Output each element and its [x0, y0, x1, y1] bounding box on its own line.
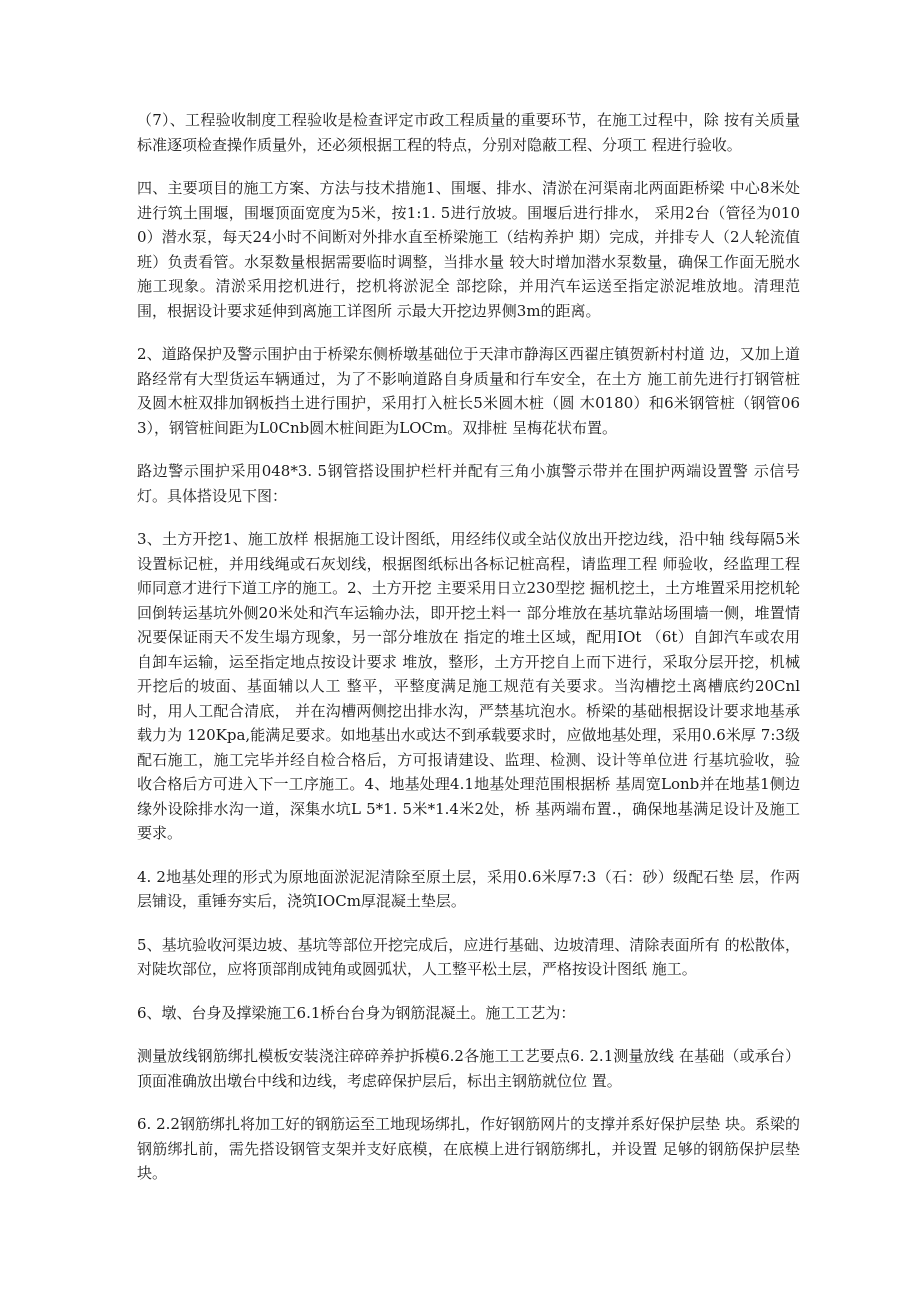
paragraph-acceptance-system: （7）、工程验收制度工程验收是检查评定市政工程质量的重要环节，在施工过程中，除 按有关质量标准逐项检查操作质量外，还必须根据工程的特点，分别对隐蔽工程、分项工 程进行验收。: [137, 111, 800, 154]
paragraph-pier-construction: 6、墩、台身及撑梁施工6.1桥台台身为钢筋混凝土。施工工艺为：: [137, 1003, 576, 1022]
paragraph-pit-acceptance: 5、基坑验收河渠边坡、基坑等部位开挖完成后，应进行基础、边坡清理、清除表面所有 的松散体，对陡坎部位，应将顶部削成钝角或圆弧状，人工整平松土层，严格按设计图纸 施工。: [137, 935, 800, 978]
paragraph-road-protection: 2、道路保护及警示围护由于桥梁东侧桥墩基础位于天津市静海区西翟庄镇贺新村村道 边，又加上道路经常有大型货运车辆通过，为了不影响道路自身质量和行车安全，在土方 施工前先进行打钢管桩及圆木桩双排加钢板挡土进行围护，采用打入桩长5米圆木桩（圆 木0180）和6米钢管桩（钢管063），钢管桩间距为L0Cnb圆木桩间距为LOCm。双排桩 呈梅花状布置。: [137, 345, 800, 437]
paragraph-foundation-form: 4. 2地基处理的形式为原地面淤泥泥清除至原土层，采用0.6米厚7:3（石：砂）级配石垫 层，作两层铺设，重锤夯实后，浇筑IOCm厚混凝土垫层。: [137, 867, 800, 910]
paragraph-survey-layout: 测量放线钢筋绑扎模板安装浇注碎碎养护拆模6.2各施工工艺要点6. 2.1测量放线 在基础（或承台）顶面准确放出墩台中线和边线，考虑碎保护层后，标出主钢筋就位位 置。: [137, 1047, 800, 1090]
paragraph-cofferdam-drainage: 四、主要项目的施工方案、方法与技术措施1、围堰、排水、清淤在河渠南北两面距桥梁 中心8米处进行筑土围堰，围堰顶面宽度为5米，按1:1. 5进行放坡。围堰后进行排水， 采用2台（管径为0100）潜水泵，每天24小时不间断对外排水直至桥梁施工（结构养护 期）完成，并排专人（2人轮流值班）负责看管。水泵数量根据需要临时调整，当排水量 较大时增加潜水泵数量，确保工作面无脱水施工现象。清淤采用挖机进行，挖机将淤泥全 部挖除，并用汽车运送至指定淤泥堆放地。清理范围，根据设计要求延伸到离施工详图所 示最大开挖边界侧3m的距离。: [137, 179, 800, 320]
paragraph-earthwork-excavation: 3、土方开挖1、施工放样 根据施工设计图纸，用经纬仪或全站仪放出开挖边线，沿中轴 线每隔5米设置标记桩，并用线绳或石灰划线，根据图纸标出各标记桩高程，请监理工程 师验收，经监理工程师同意才进行下道工序的施工。2、土方开挖 主要采用日立230型挖 掘机挖土，土方堆置采用挖机轮回倒转运基坑外侧20米处和汽车运输办法，即开挖土料一 部分堆放在基坑靠站场围墙一侧，堆置情况要保证雨天不发生塌方现象，另一部分堆放在 指定的堆土区域，配用IOt （6t）自卸汽车或农用自卸车运输，运至指定地点按设计要求 堆放，整形，土方开挖自上而下进行，采取分层开挖，机械开挖后的坡面、基面辅以人工 整平，平整度满足施工规范有关要求。当沟槽挖土离槽底约20Cnl时，用人工配合清底， 并在沟槽两侧挖出排水沟，严禁基坑泡水。桥梁的基础根据设计要求地基承载力为 120Kpa,能满足要求。如地基出水或达不到承载要求时，应做地基处理，采用0.6米厚 7:3级配石施工，施工完毕并经自检合格后，方可报请建设、监理、检测、设计等单位进 行基坑验收，验收合格后方可进入下一工序施工。4、地基处理4.1地基处理范围根据桥 基周宽Lonb并在地基1侧边缘外设除排水沟一道，深集水坑L 5*1. 5米*1.4米2处，桥 基两端布置.，确保地基满足设计及施工要求。: [137, 530, 800, 842]
paragraph-rebar-binding: 6. 2.2钢筋绑扎将加工好的钢筋运至工地现场绑扎，作好钢筋网片的支撑并系好保护层垫 块。系梁的钢筋绑扎前，需先搭设钢管支架并支好底模，在底模上进行钢筋绑扎，并设置 足够的钢筋保护层垫块。: [137, 1115, 800, 1182]
paragraph-roadside-warning: 路边警示围护采用048*3. 5钢管搭设围护栏杆并配有三角小旗警示带并在围护两端设置警 示信号灯。具体搭设见下图：: [137, 462, 800, 505]
